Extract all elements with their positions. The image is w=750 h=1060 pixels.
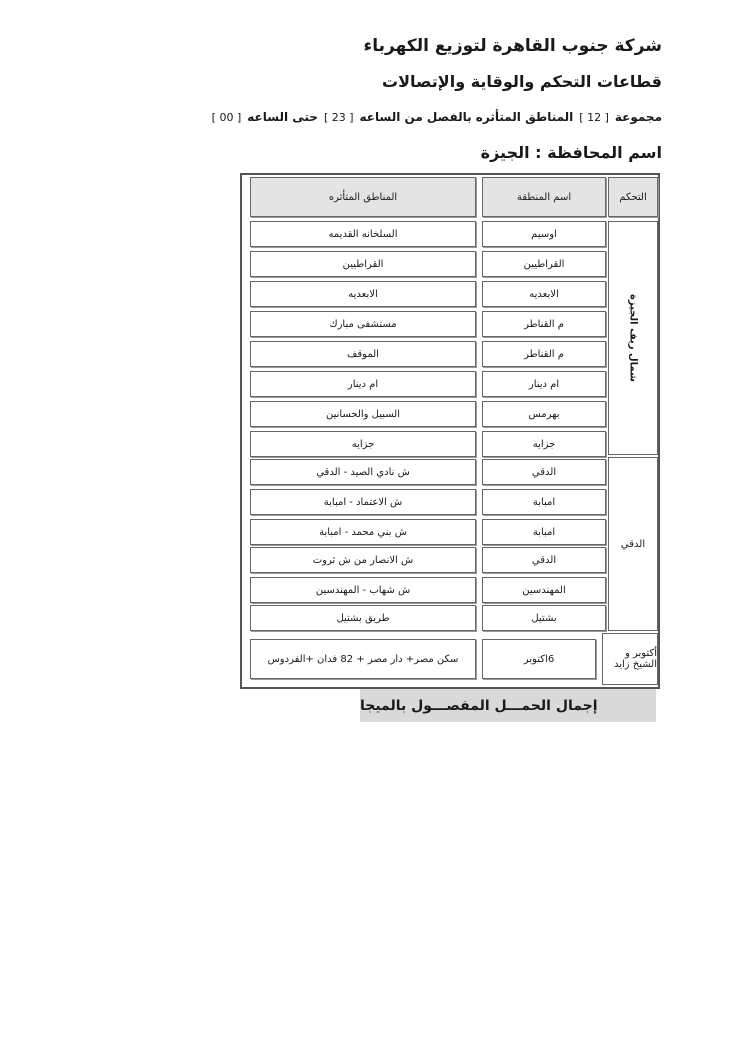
table-row-areas: طريق بشتيل	[250, 605, 476, 631]
table-row-region: م القناطر	[482, 341, 606, 367]
group-number: [ 12 ]	[579, 110, 609, 124]
affected-areas-table	[240, 173, 660, 689]
areas-text: المناطق المتأثره بالفصل من الساعه	[359, 110, 574, 124]
table-row-areas: جزايه	[250, 431, 476, 457]
group-line	[212, 110, 662, 124]
table-row-region: امبابة	[482, 489, 606, 515]
control-group-label: شمال ريف الجيزة	[627, 294, 639, 382]
table-row-areas: مستشفى مبارك	[250, 311, 476, 337]
until-text: حتى الساعه	[247, 110, 318, 124]
control-group-label: الدقي	[620, 538, 646, 550]
table-row-region: بشتيل	[482, 605, 606, 631]
table-row-areas: ش نادي الصيد - الدقي	[250, 459, 476, 485]
control-group-dokki	[608, 457, 658, 631]
table-row-areas: سكن مصر+ دار مصر + 82 فدان +الفردوس	[250, 639, 476, 679]
table-row-region: القراطيين	[482, 251, 606, 277]
control-group-label: أكتوبر و الشيخ زايد	[613, 648, 657, 670]
table-row-areas: الموقف	[250, 341, 476, 367]
from-hour: [ 23 ]	[323, 110, 354, 124]
table-row-areas: ش بني محمد - امبابة	[250, 519, 476, 545]
control-group-october	[602, 633, 658, 685]
total-load-label: إجمال الحمـــل المفصـــول بالميجا	[360, 689, 656, 722]
table-row-areas: السبيل والحسانين	[250, 401, 476, 427]
group-label: مجموعة	[614, 110, 662, 124]
table-row-region: جزايه	[482, 431, 606, 457]
table-row-region: 6اكتوبر	[482, 639, 596, 679]
table-row-region: اوسيم	[482, 221, 606, 247]
table-row-areas: ش الاعتماد - امبابة	[250, 489, 476, 515]
table-row-areas: ش الانصار من ش ثروت	[250, 547, 476, 573]
header-control: التحكم	[608, 177, 658, 217]
table-row-region: بهرمس	[482, 401, 606, 427]
table-row-region: الدقي	[482, 459, 606, 485]
table-row-region: امبابة	[482, 519, 606, 545]
header-areas: المناطق المتأثره	[250, 177, 476, 217]
table-row-areas: القراطيين	[250, 251, 476, 277]
table-row-region: الدقي	[482, 547, 606, 573]
table-row-areas: السلخانه القديمه	[250, 221, 476, 247]
table-row-areas: الابعديه	[250, 281, 476, 307]
header-region: اسم المنطقة	[482, 177, 606, 217]
sector-name: قطاعات التحكم والوقاية والإتصالات	[382, 72, 662, 91]
table-row-areas: ام دينار	[250, 371, 476, 397]
table-row-region: ام دينار	[482, 371, 606, 397]
control-group-north-giza	[608, 221, 658, 455]
table-row-region: م القناطر	[482, 311, 606, 337]
table-row-areas: ش شهاب - المهندسين	[250, 577, 476, 603]
governorate-title: اسم المحافظة : الجيزة	[480, 143, 662, 162]
table-row-region: الابعديه	[482, 281, 606, 307]
table-row-region: المهندسين	[482, 577, 606, 603]
to-hour: [ 00 ]	[211, 110, 242, 124]
company-name: شركة جنوب القاهرة لتوزيع الكهرباء	[363, 36, 662, 56]
